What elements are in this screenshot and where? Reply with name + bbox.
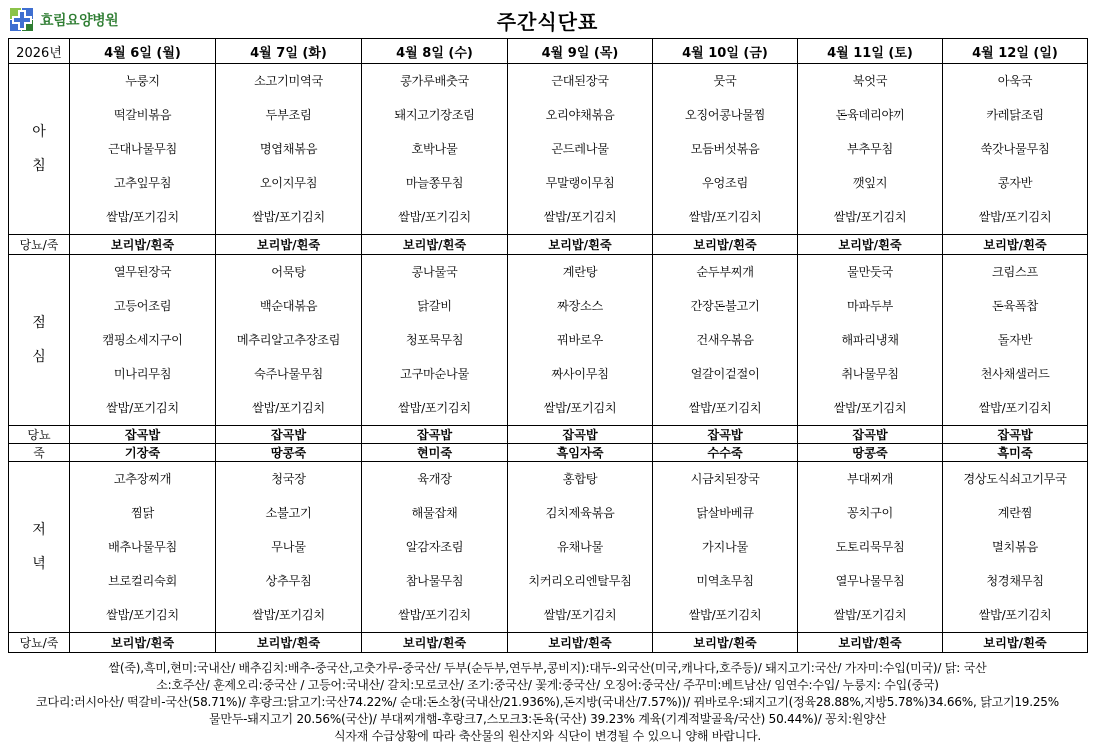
breakfast-cell [798, 64, 943, 235]
dish-item: 쌀밥/포기김치 [688, 401, 762, 415]
dish-item: 돼지고기장조림 [394, 108, 475, 122]
breakfast-special-cell: 보리밥/흰죽 [508, 235, 653, 255]
dish-item: 시금치된장국 [690, 472, 760, 486]
dish-item: 쌀밥/포기김치 [398, 210, 471, 224]
lunch-diabetes-cell: 잡곡밥 [798, 426, 943, 444]
breakfast-label-char: 아 [32, 124, 46, 140]
dish-item: 상추무침 [265, 574, 312, 588]
day-header: 4월 6일 (월) [70, 39, 216, 64]
dish-item: 쌀밥/포기김치 [833, 608, 907, 622]
dish-item: 치커리오리엔탈무침 [528, 574, 632, 588]
lunch-diabetes-cell: 잡곡밥 [508, 426, 653, 444]
dish-item: 참나물무침 [405, 574, 464, 588]
dinner-special-cell: 보리밥/흰죽 [508, 633, 653, 653]
dish-item: 꿔바로우 [557, 333, 603, 347]
breakfast-cell [362, 64, 508, 235]
lunch-diabetes-label: 당뇨 [9, 426, 70, 444]
dish-item: 곤드레나물 [551, 142, 609, 156]
dinner-special-cell: 보리밥/흰죽 [798, 633, 943, 653]
dish-item: 어묵탕 [271, 265, 306, 279]
dish-item: 명엽채볶음 [259, 142, 318, 156]
lunch-porridge-cell: 흑임자죽 [508, 444, 653, 462]
origin-line-4: 물만두-돼지고기 20.56%(국산)/ 부대찌개햄-후랑크7,스모크3:돈육(국산) 39.23% 계육(기계적발골육/국산) 50.44%)/ 꽁치:원양산 [209, 712, 886, 726]
day-header: 4월 10일 (금) [653, 39, 798, 64]
dish-item: 북엇국 [852, 74, 888, 88]
dish-item: 김치제육볶음 [545, 506, 615, 520]
dish-item: 천사채샐러드 [980, 367, 1050, 381]
dish-item: 계란탕 [562, 265, 598, 279]
dish-item: 근대된장국 [551, 74, 609, 88]
origin-line-2: 소:호주산/ 훈제오리:중국산 / 고등어:국내산/ 갈치:모로코산/ 조기:중국산/ 꽃게:중국산/ 오징어:중국산/ 주꾸미:베트남산/ 임연수:수입/ 누룽지: 수입(중국) [156, 678, 939, 692]
dish-item: 돈육데리야끼 [835, 108, 905, 122]
dinner-special-cell: 보리밥/흰죽 [70, 633, 216, 653]
dish-item: 캠핑소세지구이 [102, 333, 183, 347]
lunch-diabetes-cell: 잡곡밥 [70, 426, 216, 444]
dinner-cell [653, 462, 798, 633]
lunch-porridge-cell: 땅콩죽 [216, 444, 362, 462]
dish-item: 모듬버섯볶음 [690, 142, 760, 156]
lunch-cell [362, 255, 508, 426]
dish-item: 청경채무침 [986, 574, 1044, 588]
dish-item: 떡갈비볶음 [113, 108, 172, 122]
dish-item: 쌀밥/포기김치 [543, 401, 617, 415]
breakfast-cell [70, 64, 216, 235]
day-header: 4월 9일 (목) [508, 39, 653, 64]
dish-item: 부추무침 [847, 142, 893, 156]
dish-item: 오징어콩나물찜 [684, 108, 766, 122]
dish-item: 무나물 [271, 540, 306, 554]
dinner-special-cell: 보리밥/흰죽 [216, 633, 362, 653]
lunch-label-char: 심 [32, 349, 46, 365]
dish-item: 쌀밥/포기김치 [688, 608, 762, 622]
dish-item: 고추장찌개 [113, 472, 172, 486]
breakfast-special-cell: 보리밥/흰죽 [943, 235, 1088, 255]
dish-item: 쌀밥/포기김치 [978, 608, 1052, 622]
dish-item: 경상도식쇠고기무국 [963, 472, 1067, 486]
dish-item: 오이지무침 [259, 176, 318, 190]
dish-item: 쌀밥/포기김치 [106, 401, 179, 415]
dish-item: 부대찌개 [847, 472, 893, 486]
day-header: 4월 12일 (일) [943, 39, 1088, 64]
lunch-label [9, 255, 70, 426]
dish-item: 쑥갓나물무침 [980, 142, 1050, 156]
lunch-porridge-cell: 현미죽 [362, 444, 508, 462]
dish-item: 돈육폭찹 [992, 299, 1038, 313]
dish-item: 두부조림 [265, 108, 312, 122]
dish-item: 해파리냉채 [841, 333, 899, 347]
dish-item: 무말랭이무침 [545, 176, 615, 190]
dish-item: 오리야채볶음 [545, 108, 615, 122]
dish-item: 순두부찌개 [696, 265, 754, 279]
dish-item: 짜사이무침 [551, 367, 609, 381]
dish-item: 쌀밥/포기김치 [398, 608, 471, 622]
dish-item: 닭살바베큐 [696, 506, 754, 520]
dish-item: 청포묵무침 [405, 333, 464, 347]
dish-item: 소고기미역국 [254, 74, 323, 88]
dish-item: 마파두부 [847, 299, 893, 313]
dish-item: 취나물무침 [841, 367, 899, 381]
dish-item: 쌀밥/포기김치 [252, 210, 325, 224]
dish-item: 열무된장국 [113, 265, 172, 279]
dish-item: 아욱국 [997, 74, 1033, 88]
lunch-cell [653, 255, 798, 426]
dish-item: 청국장 [271, 472, 306, 486]
dish-item: 홍합탕 [562, 472, 598, 486]
lunch-porridge-cell: 수수죽 [653, 444, 798, 462]
dish-item: 쌀밥/포기김치 [833, 210, 907, 224]
weekly-menu-table [8, 38, 1088, 653]
breakfast-label-char: 침 [32, 158, 46, 174]
dish-item: 찜닭 [131, 506, 154, 520]
dish-item: 육개장 [417, 472, 452, 486]
dinner-cell [216, 462, 362, 633]
breakfast-label [9, 64, 70, 235]
dish-item: 닭갈비 [417, 299, 452, 313]
lunch-porridge-cell: 흑미죽 [943, 444, 1088, 462]
dish-item: 배추나물무침 [108, 540, 177, 554]
dish-item: 고등어조림 [113, 299, 172, 313]
breakfast-special-cell: 보리밥/흰죽 [216, 235, 362, 255]
dish-item: 숙주나물무침 [254, 367, 323, 381]
dish-item: 쌀밥/포기김치 [252, 401, 325, 415]
day-header: 4월 11일 (토) [798, 39, 943, 64]
dish-item: 쌀밥/포기김치 [398, 401, 471, 415]
dish-item: 카레닭조림 [986, 108, 1044, 122]
dish-item: 고추잎무침 [113, 176, 172, 190]
lunch-porridge-label: 죽 [9, 444, 70, 462]
dish-item: 미나리무침 [113, 367, 172, 381]
dinner-label-char: 저 [32, 522, 46, 538]
dish-item: 고구마순나물 [400, 367, 469, 381]
dinner-special-cell: 보리밥/흰죽 [943, 633, 1088, 653]
dinner-label [9, 462, 70, 633]
lunch-cell [216, 255, 362, 426]
dish-item: 계란찜 [997, 506, 1033, 520]
dish-item: 쌀밥/포기김치 [252, 608, 325, 622]
dish-item: 백순대볶음 [259, 299, 318, 313]
origin-notice [0, 660, 1095, 745]
lunch-cell [70, 255, 216, 426]
dish-item: 쌀밥/포기김치 [543, 210, 617, 224]
lunch-cell [798, 255, 943, 426]
breakfast-special-cell: 보리밥/흰죽 [798, 235, 943, 255]
dinner-special-cell: 보리밥/흰죽 [653, 633, 798, 653]
lunch-diabetes-cell: 잡곡밥 [216, 426, 362, 444]
dish-item: 멸치볶음 [992, 540, 1038, 554]
dish-item: 해물잡채 [411, 506, 458, 520]
dish-item: 쌀밥/포기김치 [978, 210, 1052, 224]
dish-item: 쌀밥/포기김치 [833, 401, 907, 415]
header [0, 0, 1095, 38]
lunch-porridge-cell: 기장죽 [70, 444, 216, 462]
breakfast-cell [216, 64, 362, 235]
lunch-porridge-cell: 땅콩죽 [798, 444, 943, 462]
dish-item: 깻잎지 [852, 176, 888, 190]
dish-item: 쌀밥/포기김치 [688, 210, 762, 224]
dish-item: 쌀밥/포기김치 [106, 210, 179, 224]
lunch-cell [508, 255, 653, 426]
dish-item: 미역초무침 [696, 574, 754, 588]
dish-item: 메추리알고추장조림 [236, 333, 341, 347]
dinner-cell [798, 462, 943, 633]
dish-item: 누룽지 [125, 74, 160, 88]
day-header: 4월 8일 (수) [362, 39, 508, 64]
dish-item: 근대나물무침 [108, 142, 177, 156]
dinner-cell [943, 462, 1088, 633]
dish-item: 쌀밥/포기김치 [543, 608, 617, 622]
dish-item: 간장돈불고기 [690, 299, 760, 313]
dish-item: 콩나물국 [411, 265, 458, 279]
lunch-diabetes-cell: 잡곡밥 [943, 426, 1088, 444]
dish-item: 얼갈이겉절이 [690, 367, 760, 381]
dinner-special-cell: 보리밥/흰죽 [362, 633, 508, 653]
origin-line-5: 식자재 수급상황에 따라 축산물의 원산지와 식단이 변경될 수 있으니 양해 바랍니다. [333, 729, 762, 743]
dish-item: 열무나물무침 [835, 574, 905, 588]
page-title: 주간식단표 [496, 10, 599, 34]
dinner-cell [70, 462, 216, 633]
dish-item: 쌀밥/포기김치 [978, 401, 1052, 415]
day-header: 4월 7일 (화) [216, 39, 362, 64]
dish-item: 짜장소스 [557, 299, 603, 313]
dish-item: 꽁치구이 [847, 506, 893, 520]
dish-item: 소불고기 [265, 506, 312, 520]
dish-item: 우엉조림 [702, 176, 748, 190]
lunch-diabetes-cell: 잡곡밥 [653, 426, 798, 444]
year-header: 2026년 [9, 39, 70, 64]
dish-item: 유채나물 [557, 540, 603, 554]
dish-item: 건새우볶음 [696, 333, 754, 347]
breakfast-special-label: 당뇨/죽 [9, 235, 70, 255]
breakfast-special-cell: 보리밥/흰죽 [653, 235, 798, 255]
breakfast-cell [943, 64, 1088, 235]
dish-item: 호박나물 [411, 142, 458, 156]
lunch-label-char: 점 [32, 315, 46, 331]
dish-item: 가지나물 [702, 540, 748, 554]
dish-item: 도토리묵무침 [835, 540, 905, 554]
breakfast-cell [653, 64, 798, 235]
dish-item: 뭇국 [713, 74, 737, 88]
dish-item: 크림스프 [992, 265, 1038, 279]
dish-item: 물만둣국 [847, 265, 893, 279]
dish-item: 콩자반 [997, 176, 1033, 190]
dinner-cell [362, 462, 508, 633]
dish-item: 브로컬리숙회 [108, 574, 177, 588]
origin-line-3: 코다리:러시아산/ 떡갈비-국산(58.71%)/ 후랑크:닭고기:국산74.22%/ 순대:돈소창(국내산/21.936%),돈지방(국내산/7.57%))/ 꿔바로우:돼지고기(정육28.88%,지방5.78%)34.66%, 닭고기19.25% [36, 695, 1059, 709]
dish-item: 알감자조림 [405, 540, 464, 554]
breakfast-special-cell: 보리밥/흰죽 [362, 235, 508, 255]
breakfast-special-cell: 보리밥/흰죽 [70, 235, 216, 255]
dinner-special-label: 당뇨/죽 [9, 633, 70, 653]
lunch-diabetes-cell: 잡곡밥 [362, 426, 508, 444]
dish-item: 마늘쫑무침 [405, 176, 464, 190]
breakfast-cell [508, 64, 653, 235]
origin-line-1: 쌀(죽),흑미,현미:국내산/ 배추김치:배추-중국산,고춧가루-중국산/ 두부(순두부,연두부,콩비지):대두-외국산(미국,캐나다,호주등)/ 돼지고기:국산/ 가자미:수입(미국)/ 닭: 국산 [108, 661, 987, 675]
lunch-cell [943, 255, 1088, 426]
dinner-label-char: 녁 [32, 556, 46, 572]
hospital-name: 효림요양병원 [40, 13, 119, 29]
dish-item: 콩가루배춧국 [400, 74, 469, 88]
dish-item: 쌀밥/포기김치 [106, 608, 179, 622]
dish-item: 돌자반 [997, 333, 1033, 347]
dinner-cell [508, 462, 653, 633]
